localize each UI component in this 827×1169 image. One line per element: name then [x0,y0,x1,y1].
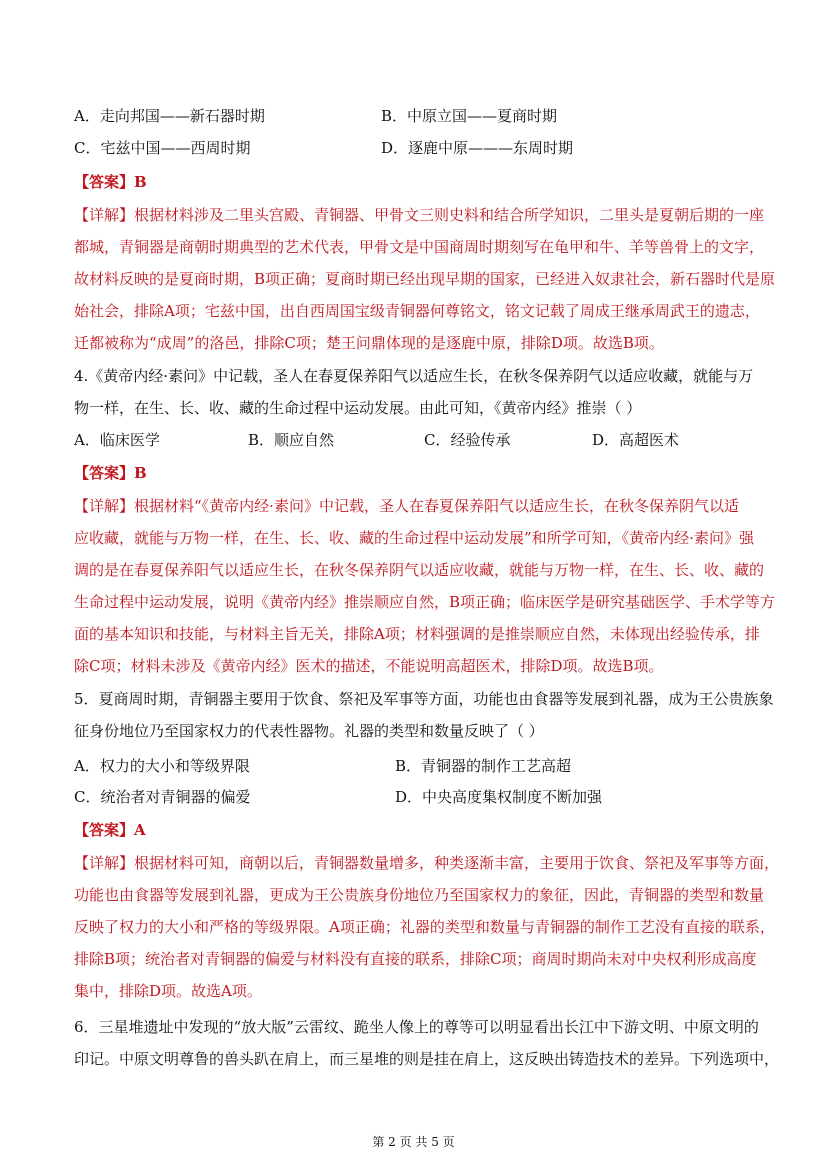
q5-option-d: D．中央高度集权制度不断加强 [395,788,603,806]
q5-detail-line: 【详解】根据材料可知，商朝以后，青铜器数量增多，种类逐渐丰富，主要用于饮食、祭祀及军事等方面， [74,854,780,872]
q4-stem-line: 4.《黄帝内经·素问》中记载，圣人在春夏保养阳气以适应生长，在秋冬保养阴气以适应收藏，就能与万 [74,367,754,385]
q5-stem-line: 5．夏商周时期，青铜器主要用于饮食、祭祀及军事等方面，功能也由食器等发展到礼器，成为王公贵族象 [74,690,774,708]
q5-stem-line: 征身份地位乃至国家权力的代表性器物。礼器的类型和数量反映了（ ） [74,722,544,740]
q3-option-a: A．走向邦国——新石器时期 [74,107,265,125]
q4-stem-line: 物一样，在生、长、收、藏的生命过程中运动发展。由此可知，《黄帝内经》推崇（ ） [74,399,642,417]
q4-detail-line: 除C项；材料未涉及《黄帝内经》医术的描述，不能说明高超医术，排除D项。故选B项。 [74,657,664,675]
q4-detail-line: 调的是在春夏保养阳气以适应生长，在秋冬保养阴气以适应收藏，就能与万物一样，在生、长、收、藏的 [74,561,765,579]
q3-detail-line: 都城，青铜器是商朝时期典型的艺术代表，甲骨文是中国商周时期刻写在龟甲和牛、羊等兽骨上的文字， [74,238,765,256]
q3-option-d: D．逐鹿中原———东周时期 [381,139,574,157]
q4-option-a: A．临床医学 [74,431,160,449]
q5-detail-line: 排除B项；统治者对青铜器的偏爱与材料没有直接的联系，排除C项；商周时期尚未对中央权利形成高度 [74,950,757,968]
q3-option-c: C．宅兹中国——西周时期 [74,139,251,157]
q4-detail-line: 【详解】根据材料“《黄帝内经·素问》中记载，圣人在春夏保养阳气以适应生长，在秋冬保养阴气以适 [74,497,739,515]
q4-option-b: B．顺应自然 [248,431,335,449]
q4-option-d: D．高超医术 [592,431,680,449]
q3-option-b: B．中原立国——夏商时期 [381,107,558,125]
q5-option-a: A．权力的大小和等级界限 [74,757,250,775]
q6-stem-line: 6．三星堆遗址中发现的“放大版”云雷纹、跪坐人像上的尊等可以明显看出长江中下游文明、中原文明的 [74,1018,759,1036]
q5-detail-line: 集中，排除D项。故选A项。 [74,982,262,1000]
q5-detail-line: 功能也由食器等发展到礼器，更成为王公贵族身份地位乃至国家权力的象征，因此，青铜器的类型和数量 [74,886,765,904]
q4-answer: 【答案】B [74,464,147,482]
q4-detail-line: 生命过程中运动发展，说明《黄帝内经》推崇顺应自然，B项正确；临床医学是研究基础医学、手术学等方 [74,593,776,611]
q4-option-c: C．经验传承 [424,431,511,449]
q5-option-b: B．青铜器的制作工艺高超 [395,757,572,775]
q3-answer: 【答案】B [74,173,147,191]
q6-stem-line: 印记。中原文明尊鲁的兽头趴在肩上，而三星堆的则是挂在肩上，这反映出铸造技术的差异。下列选项中， [74,1050,780,1068]
q4-detail-line: 应收藏，就能与万物一样，在生、长、收、藏的生命过程中运动发展”和所学可知，《黄帝内经·素问》强 [74,529,754,547]
q3-detail-line: 始社会，排除A项；宅兹中国，出自西周国宝级青铜器何尊铭文，铭文记载了周成王继承周武王的遗志， [74,302,760,320]
q3-detail-line: 迁都被称为“成周”的洛邑，排除C项；楚王问鼎体现的是逐鹿中原，排除D项。故选B项。 [74,334,664,352]
q4-detail-line: 面的基本知识和技能，与材料主旨无关，排除A项；材料强调的是推崇顺应自然，未体现出经验传承，排 [74,625,760,643]
q3-detail-line: 【详解】根据材料涉及二里头宫殿、青铜器、甲骨文三则史料和结合所学知识，二里头是夏朝后期的一座 [74,206,765,224]
q5-option-c: C．统治者对青铜器的偏爱 [74,788,251,806]
q5-detail-line: 反映了权力的大小和严格的等级界限。A项正确；礼器的类型和数量与青铜器的制作工艺没有直接的联系， [74,918,775,936]
q5-answer: 【答案】A [74,821,146,839]
page-footer: 第 2 页 共 5 页 [372,1135,455,1149]
q3-detail-line: 故材料反映的是夏商时期，B项正确；夏商时期已经出现早期的国家，已经进入奴隶社会，新石器时代是原 [74,270,776,288]
